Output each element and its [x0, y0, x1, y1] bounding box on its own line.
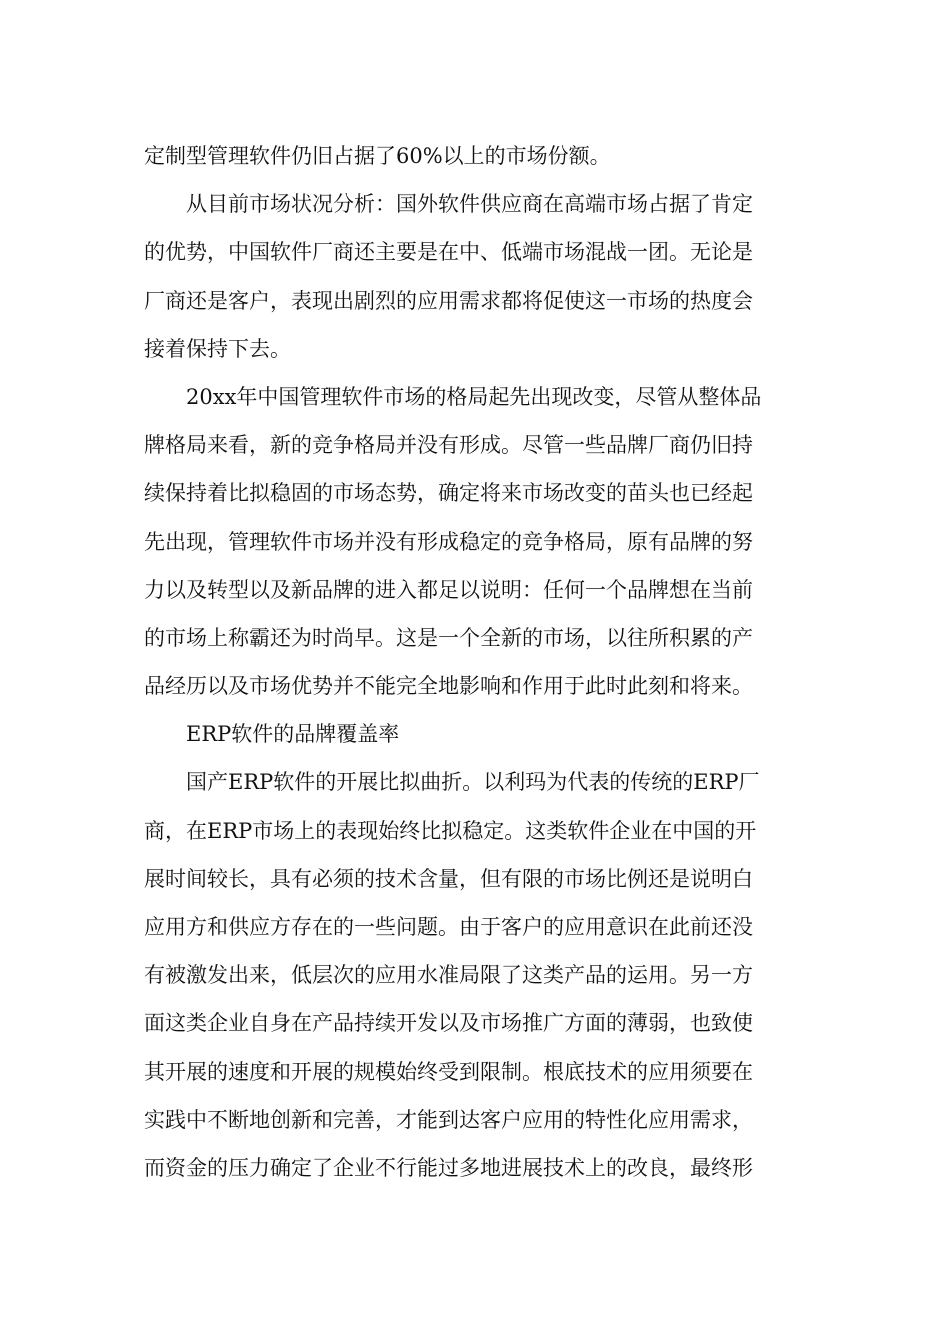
text-line: 国产ERP软件的开展比拟曲折。以利玛为代表的传统的ERP厂: [186, 770, 760, 795]
text-line: 的市场上称霸还为时尚早。这是一个全新的市场，以往所积累的产: [144, 625, 753, 650]
text-line: 接着保持下去。: [144, 336, 291, 361]
text-line: 续保持着比拟稳固的市场态势，确定将来市场改变的苗头也已经起: [144, 481, 753, 506]
text-line: 其开展的速度和开展的规模始终受到限制。根底技术的应用须要在: [144, 1059, 753, 1084]
body-text: [144, 132, 806, 1192]
text-line: 品经历以及市场优势并不能完全地影响和作用于此时此刻和将来。: [144, 674, 753, 699]
text-line: 力以及转型以及新品牌的进入都足以说明：任何一个品牌想在当前: [144, 577, 753, 602]
section-heading: ERP软件的品牌覆盖率: [186, 722, 400, 747]
text-line: 先出现，管理软件市场并没有形成稳定的竞争格局，原有品牌的努: [144, 529, 753, 554]
text-line: 商，在ERP市场上的表现始终比拟稳定。这类软件企业在中国的开: [144, 818, 757, 843]
text-line: 20xx年中国管理软件市场的格局起先出现改变，尽管从整体品: [186, 384, 762, 409]
text-line: 厂商还是客户，表现出剧烈的应用需求都将促使这一市场的热度会: [144, 288, 753, 313]
text-line: 而资金的压力确定了企业不行能过多地进展技术上的改良，最终形: [144, 1155, 753, 1180]
text-line: 展时间较长，具有必须的技术含量，但有限的市场比例还是说明白: [144, 866, 753, 891]
text-line: 实践中不断地创新和完善，才能到达客户应用的特性化应用需求，: [144, 1107, 753, 1132]
text-line: 有被激发出来，低层次的应用水准局限了这类产品的运用。另一方: [144, 963, 753, 988]
text-line: 面这类企业自身在产品持续开发以及市场推广方面的薄弱，也致使: [144, 1011, 753, 1036]
text-line: 定制型管理软件仍旧占据了60%以上的市场份额。: [144, 144, 611, 168]
text-line: 应用方和供应方存在的一些问题。由于客户的应用意识在此前还没: [144, 915, 753, 939]
text-line: 的优势，中国软件厂商还主要是在中、低端市场混战一团。无论是: [144, 240, 753, 265]
text-line: 牌格局来看，新的竞争格局并没有形成。尽管一些品牌厂商仍旧持: [144, 433, 753, 458]
text-line: 从目前市场状况分析：国外软件供应商在高端市场占据了肯定: [186, 192, 753, 217]
